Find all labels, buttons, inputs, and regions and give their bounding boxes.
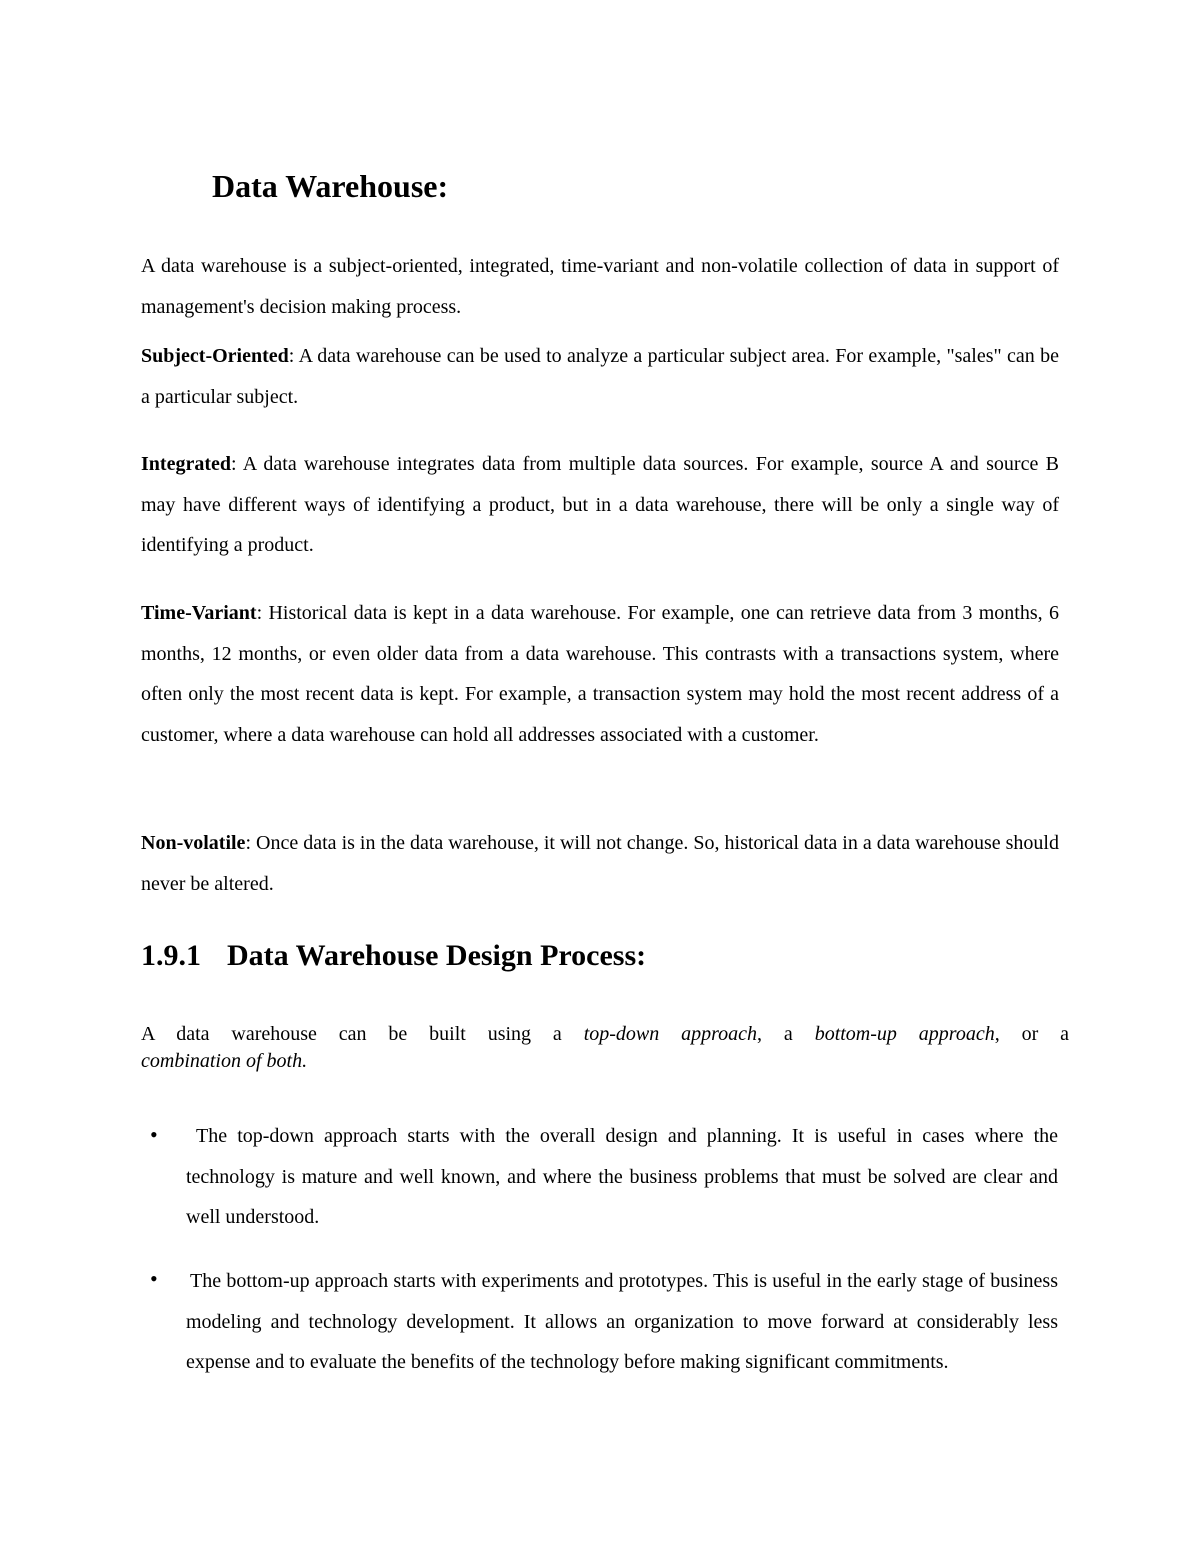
non-volatile-paragraph: [141, 823, 1059, 904]
time-variant-term: Time-Variant: [141, 602, 257, 624]
integrated-text: : A data warehouse integrates data from multiple data sources. For example, source A and source B may have different ways of identifying a product, but in a data warehouse, there will be only a single way of identifying a product.: [141, 453, 1059, 556]
integrated-paragraph: [141, 444, 1059, 566]
section-number: 1.9.1: [141, 939, 201, 972]
top-down-bullet: The top-down approach starts with the overall design and planning. It is useful in cases where the technology is mature and well known, and where the business problems that must be solved are clear and well understood.: [186, 1125, 1058, 1228]
time-variant-text: : Historical data is kept in a data warehouse. For example, one can retrieve data from 3 months, 6 months, 12 months, or even older data from a data warehouse. This contrasts with a transactions system, where often only the most recent data is kept. For example, a transaction system may hold the most recent address of a customer, where a data warehouse can hold all addresses associated with a customer.: [141, 602, 1059, 746]
design-intro-line-1: A data warehouse can be built using a top-down approach, a bottom-up approach, or a: [141, 1023, 1069, 1045]
non-volatile-term: Non-volatile: [141, 832, 246, 854]
design-intro-paragraph: [141, 1021, 1069, 1075]
page-title: Data Warehouse:: [212, 168, 449, 204]
bottom-up-bullet: The bottom-up approach starts with experiments and prototypes. This is useful in the early stage of business modeling and technology development. It allows an organization to move forward at considerably less expense and to evaluate the benefits of the technology before making significant commitments.: [186, 1270, 1058, 1373]
combination-emphasis: combination of both.: [141, 1050, 308, 1072]
subject-oriented-text: : A data warehouse can be used to analyze a particular subject area. For example, "sales" can be a particular subject.: [141, 345, 1059, 408]
non-volatile-text: : Once data is in the data warehouse, it will not change. So, historical data in a data warehouse should never be altered.: [141, 832, 1059, 895]
bullet-icon: •: [150, 1266, 158, 1291]
section-title: Data Warehouse Design Process:: [227, 939, 647, 972]
time-variant-paragraph: [141, 593, 1059, 755]
bullet-icon: •: [150, 1122, 158, 1147]
subject-oriented-term: Subject-Oriented: [141, 345, 289, 367]
top-down-emphasis: top-down approach: [583, 1023, 758, 1045]
integrated-term: Integrated: [141, 453, 231, 475]
intro-paragraph: A data warehouse is a subject-oriented, integrated, time-variant and non-volatile collection of data in support of management's decision making process.: [141, 255, 1059, 318]
section-heading: [141, 936, 646, 976]
bottom-up-emphasis: bottom-up approach: [814, 1023, 995, 1045]
subject-oriented-paragraph: [141, 336, 1059, 417]
